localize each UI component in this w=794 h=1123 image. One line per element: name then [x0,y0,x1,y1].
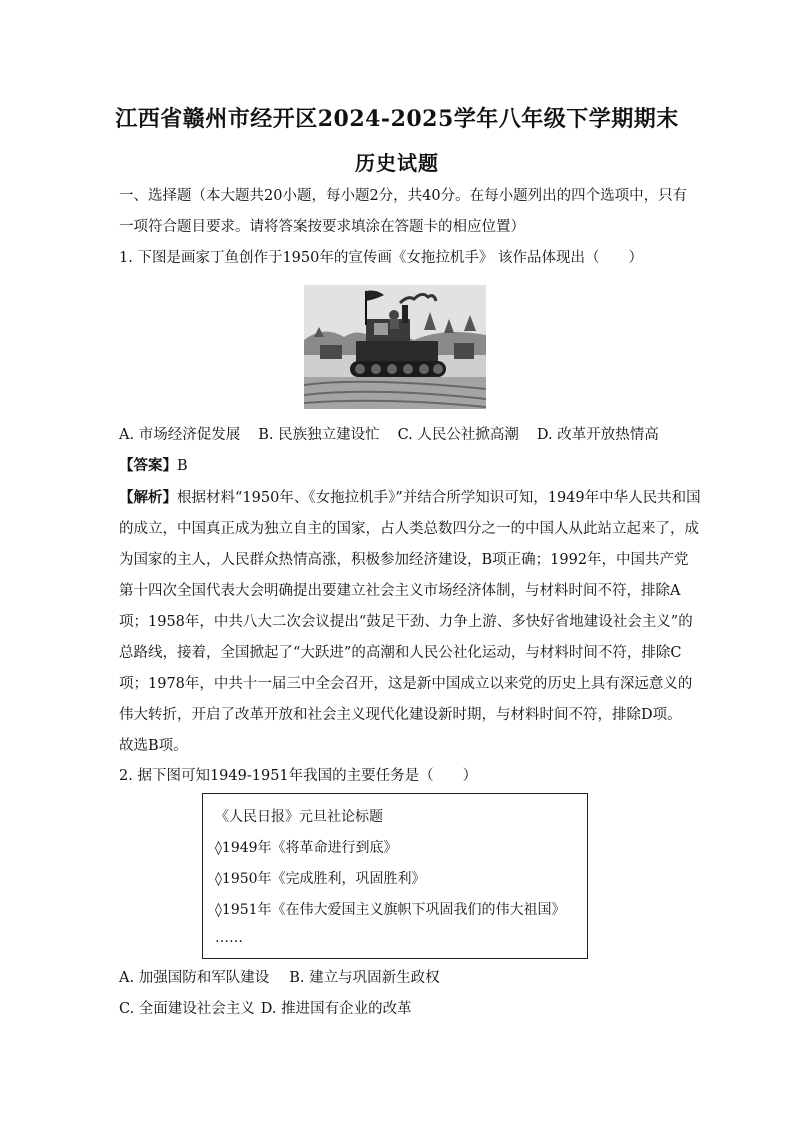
box-item-1949: ◊1949年《将革命进行到底》 [215,840,398,856]
q2-option-b[interactable]: B. 建立与巩固新生政权 [289,970,440,986]
q1-option-c[interactable]: C. 人民公社掀高潮 [397,427,519,443]
q2-option-c[interactable]: C. 全面建设社会主义 [119,1001,255,1017]
box-ellipsis: …… [215,930,243,946]
question-2-options-row-1 [119,968,440,988]
question-1-answer [119,456,188,476]
q1-option-d[interactable]: D. 改革开放热情高 [536,427,659,443]
analysis-line-7: 项；1978年，中共十一届三中全会召开，这是新中国成立以来党的历史上具有深远意义的 [119,676,693,692]
analysis-label: 【解析】 [119,489,177,506]
tractor-propaganda-image [304,285,486,409]
section-instructions-line-2: 一项符合题目要求。请将答案按要求填涂在答题卡的相应位置） [119,219,525,235]
analysis-line-3: 为国家的主人，人民群众热情高涨，积极参加经济建设，B项正确；1992年，中国共产党 [119,552,689,568]
analysis-line-1: 【解析】根据材料“1950年、《女拖拉机手》”并结合所学知识可知，1949年中华人民共和国 [119,489,701,506]
box-item-1951: ◊1951年《在伟大爱国主义旗帜下巩固我们的伟大祖国》 [215,902,566,918]
question-1-stem: 1. 下图是画家丁鱼创作于1950年的宣传画《女拖拉机手》 该作品体现出（ ） [119,250,643,266]
analysis-line-8: 伟大转折，开启了改革开放和社会主义现代化建设新时期，与材料时间不符，排除D项。 [119,707,682,723]
analysis-line-6: 总路线，接着，全国掀起了“大跃进”的高潮和人民公社化运动，与材料时间不符，排除C [119,645,682,661]
question-2-options-row-2 [119,999,412,1019]
analysis-line-4: 第十四次全国代表大会明确提出要建立社会主义市场经济体制，与材料时间不符，排除A [119,583,681,599]
q2-option-d[interactable]: D. 推进国有企业的改革 [260,1001,412,1017]
answer-value: B [177,458,188,474]
box-item-1950: ◊1950年《完成胜利，巩固胜利》 [215,871,426,887]
analysis-line-5: 项；1958年，中共八大二次会议提出“鼓足干劲、力争上游、多快好省地建设社会主义”的 [119,614,693,630]
exam-title: 江西省赣州市经开区2024-2025学年八年级下学期期末 [115,106,679,132]
q1-option-a[interactable]: A. 市场经济促发展 [119,427,241,443]
analysis-line-2: 的成立，中国真正成为独立自主的国家，占人类总数四分之一的中国人从此站立起来了，成 [119,521,699,537]
section-instructions-line-1: 一、选择题（本大题共20小题，每小题2分，共40分。在每小题列出的四个选项中，只有 [119,188,688,204]
box-heading: 《人民日报》元旦社论标题 [215,809,383,825]
question-1-options [119,425,659,445]
exam-subtitle: 历史试题 [355,151,439,175]
answer-label: 【答案】 [119,457,177,474]
analysis-line-9: 故选B项。 [119,738,188,754]
q2-option-a[interactable]: A. 加强国防和军队建设 [119,970,270,986]
question-2-stem: 2. 据下图可知1949-1951年我国的主要任务是（ ） [119,768,478,784]
editorial-titles-box [202,793,588,959]
q1-option-b[interactable]: B. 民族独立建设忙 [258,427,380,443]
